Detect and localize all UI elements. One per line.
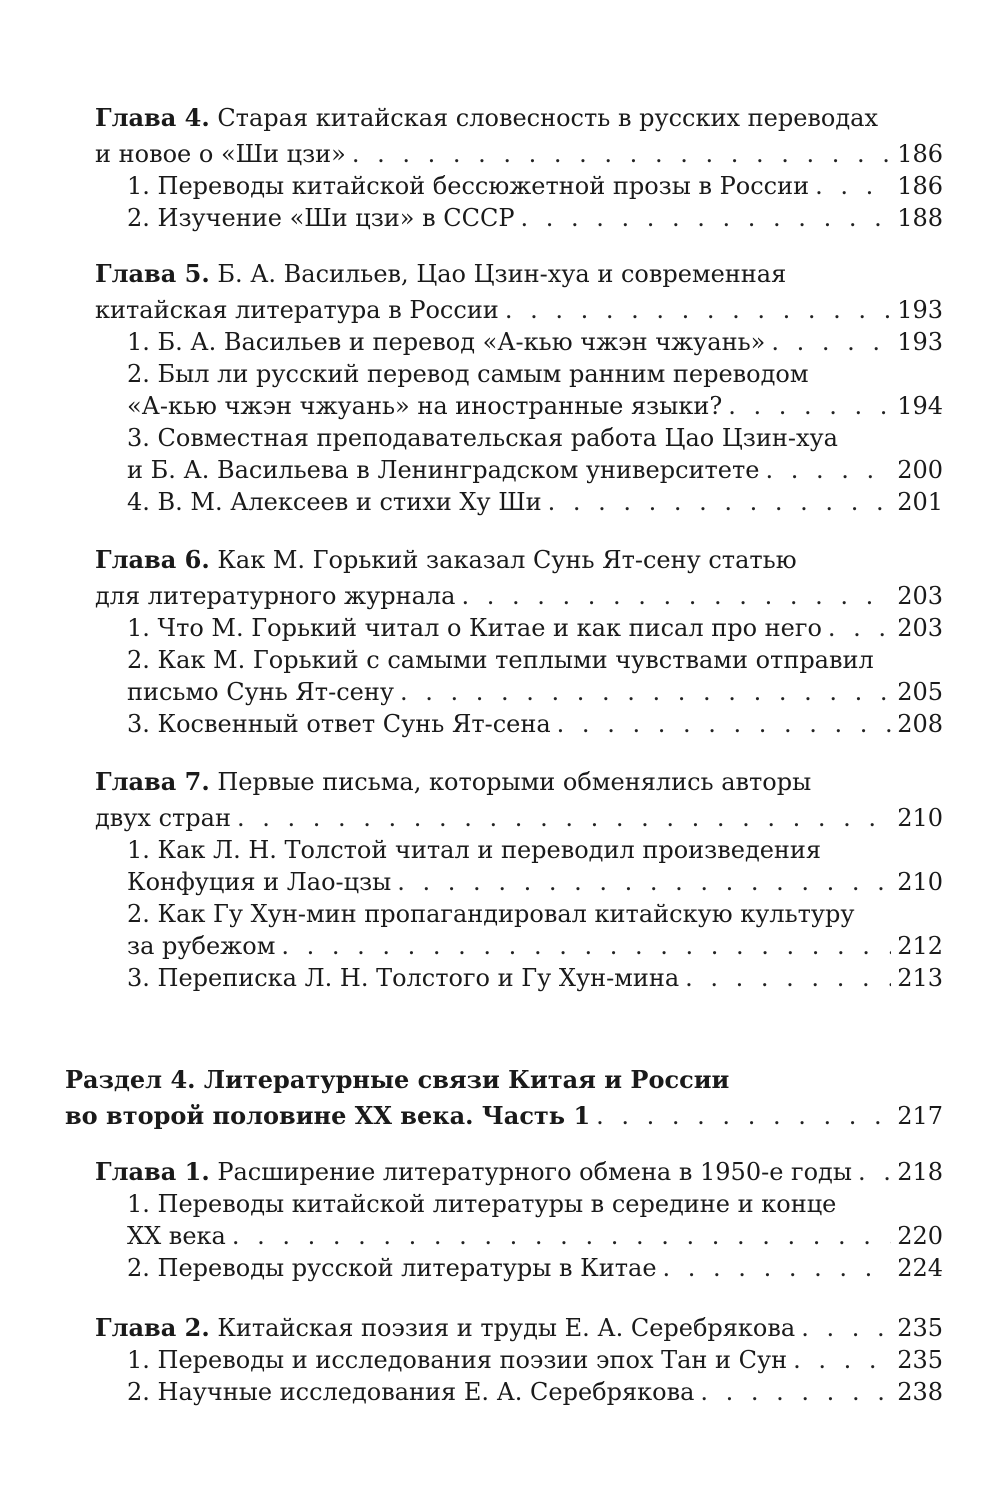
page-number: 218: [897, 1158, 943, 1186]
chapter-label: Глава 6.: [95, 545, 210, 574]
toc-chapter-title: [95, 102, 878, 134]
leader-dots: [520, 202, 891, 234]
page-number: 208: [897, 710, 943, 738]
toc-entry: [95, 138, 943, 170]
toc-entry: [127, 612, 943, 644]
toc-entry: [127, 326, 943, 358]
page-number: 201: [897, 488, 943, 516]
section-title: «А-кью чжэн чжуань» на иностранные языки?: [127, 392, 723, 420]
section-title: 2. Научные исследования Е. А. Серебрякова: [127, 1378, 695, 1406]
toc-entry: [127, 708, 943, 740]
chapter-title-text: и новое о «Ши цзи»: [95, 140, 346, 168]
page-number: 203: [897, 582, 943, 610]
leader-dots: [828, 612, 891, 644]
toc-chapter-title: [95, 766, 811, 798]
leader-dots: [596, 1100, 891, 1132]
chapter-title-text: Старая китайская словесность в русских переводах: [209, 104, 878, 132]
toc-entry: [95, 1156, 943, 1188]
leader-dots: [858, 1156, 891, 1188]
chapter-title-text: Расширение литературного обмена в 1950-е годы: [209, 1158, 852, 1186]
toc-entry: [127, 1252, 943, 1284]
page-number: 188: [897, 204, 943, 232]
section-title: 2. Изучение «Ши цзи» в СССР: [127, 204, 515, 232]
toc-entry: [127, 1344, 943, 1376]
section-title: и Б. А. Васильева в Ленинградском университете: [127, 456, 760, 484]
section-title: письмо Сунь Ят-сену: [127, 678, 394, 706]
leader-dots: [801, 1312, 891, 1344]
section-title: 1. Как Л. Н. Толстой читал и переводил произведения: [127, 836, 822, 864]
page-number: 186: [897, 172, 943, 200]
toc-entry: [127, 962, 943, 994]
toc-entry: [95, 802, 943, 834]
toc-entry: [95, 580, 943, 612]
toc-entry: [95, 1312, 943, 1344]
toc-entry-line: [127, 1188, 836, 1220]
toc-entry: [127, 866, 943, 898]
page-number: 213: [897, 964, 943, 992]
chapter-label: Глава 5.: [95, 259, 210, 288]
section-title: 1. Переводы и исследования поэзии эпох Тан и Сун: [127, 1346, 788, 1374]
toc-entry: [65, 1100, 943, 1132]
toc-chapter-title: [95, 258, 786, 290]
leader-dots: [771, 326, 891, 358]
page-number: 210: [897, 804, 943, 832]
page-number: 205: [897, 678, 943, 706]
chapter-title-text: Б. А. Васильев, Цао Цзин-хуа и современная: [209, 260, 787, 288]
page-number: 212: [897, 932, 943, 960]
leader-dots: [557, 708, 892, 740]
leader-dots: [461, 580, 891, 612]
toc-entry: [127, 1220, 943, 1252]
page-number: 193: [897, 328, 943, 356]
chapter-label: Глава 2.: [95, 1313, 210, 1342]
leader-dots: [397, 866, 891, 898]
chapter-label: Глава 4.: [95, 103, 210, 132]
chapter-title-text: Первые письма, которыми обменялись авторы: [209, 768, 812, 796]
leader-dots: [685, 962, 891, 994]
toc-entry: [95, 294, 943, 326]
page-number: 224: [897, 1254, 943, 1282]
leader-dots: [400, 676, 891, 708]
toc-part-title: [65, 1064, 729, 1096]
leader-dots: [728, 390, 891, 422]
part-title-text: Раздел 4. Литературные связи Китая и России: [65, 1065, 730, 1094]
page-number: 220: [897, 1222, 943, 1250]
chapter-title-text: для литературного журнала: [95, 582, 456, 610]
chapter-label: Глава 1.: [95, 1157, 210, 1186]
chapter-label: Глава 7.: [95, 767, 210, 796]
toc-entry-line: [127, 644, 874, 676]
toc-entry: [127, 930, 943, 962]
page-number: 186: [897, 140, 943, 168]
section-title: 1. Переводы китайской литературы в середине и конце: [127, 1190, 837, 1218]
leader-dots: [232, 1220, 891, 1252]
leader-dots: [505, 294, 891, 326]
leader-dots: [765, 454, 891, 486]
page-number: 193: [897, 296, 943, 324]
chapter-title-text: Как М. Горький заказал Сунь Ят-сену статью: [209, 546, 797, 574]
section-title: 3. Совместная преподавательская работа Цао Цзин-хуа: [127, 424, 838, 452]
section-title: 4. В. М. Алексеев и стихи Ху Ши: [127, 488, 542, 516]
toc-entry-line: [127, 898, 855, 930]
leader-dots: [548, 486, 892, 518]
toc-entry: [127, 202, 943, 234]
page-number: 217: [897, 1102, 943, 1130]
chapter-title-text: Китайская поэзия и труды Е. А. Серебрякова: [209, 1314, 796, 1342]
toc-entry: [127, 1376, 943, 1408]
toc-entry: [127, 676, 943, 708]
section-title: 1. Переводы китайской бессюжетной прозы в России: [127, 172, 810, 200]
toc-entry-line: [127, 834, 821, 866]
section-title: Конфуция и Лао-цзы: [127, 868, 392, 896]
toc-chapter-title: [95, 544, 797, 576]
section-title: 2. Был ли русский перевод самым ранним переводом: [127, 360, 809, 388]
leader-dots: [815, 170, 891, 202]
page-number: 210: [897, 868, 943, 896]
part-title-text: во второй половине XX века. Часть 1: [65, 1101, 591, 1130]
page-number: 203: [897, 614, 943, 642]
section-title: XX века: [127, 1222, 226, 1250]
page-number: 194: [897, 392, 943, 420]
toc-entry: [127, 486, 943, 518]
toc-entry: [127, 170, 943, 202]
leader-dots: [352, 138, 891, 170]
toc-entry-line: [127, 422, 838, 454]
page-number: 200: [897, 456, 943, 484]
toc-entry-line: [127, 358, 809, 390]
chapter-title-text: двух стран: [95, 804, 231, 832]
section-title: 3. Косвенный ответ Сунь Ят-сена: [127, 710, 551, 738]
page-number: 235: [897, 1346, 943, 1374]
toc-entry: [127, 454, 943, 486]
section-title: за рубежом: [127, 932, 276, 960]
section-title: 2. Как Гу Хун-мин пропагандировал китайскую культуру: [127, 900, 855, 928]
leader-dots: [281, 930, 891, 962]
leader-dots: [237, 802, 891, 834]
section-title: 2. Как М. Горький с самыми теплыми чувствами отправил: [127, 646, 874, 674]
chapter-title-text: китайская литература в России: [95, 296, 499, 324]
leader-dots: [663, 1252, 892, 1284]
page-number: 235: [897, 1314, 943, 1342]
section-title: 1. Что М. Горький читал о Китае и как писал про него: [127, 614, 822, 642]
section-title: 2. Переводы русской литературы в Китае: [127, 1254, 657, 1282]
page-number: 238: [897, 1378, 943, 1406]
toc-entry: [127, 390, 943, 422]
leader-dots: [793, 1344, 891, 1376]
leader-dots: [700, 1376, 891, 1408]
section-title: 3. Переписка Л. Н. Толстого и Гу Хун-мина: [127, 964, 680, 992]
section-title: 1. Б. А. Васильев и перевод «А-кью чжэн чжуань»: [127, 328, 766, 356]
